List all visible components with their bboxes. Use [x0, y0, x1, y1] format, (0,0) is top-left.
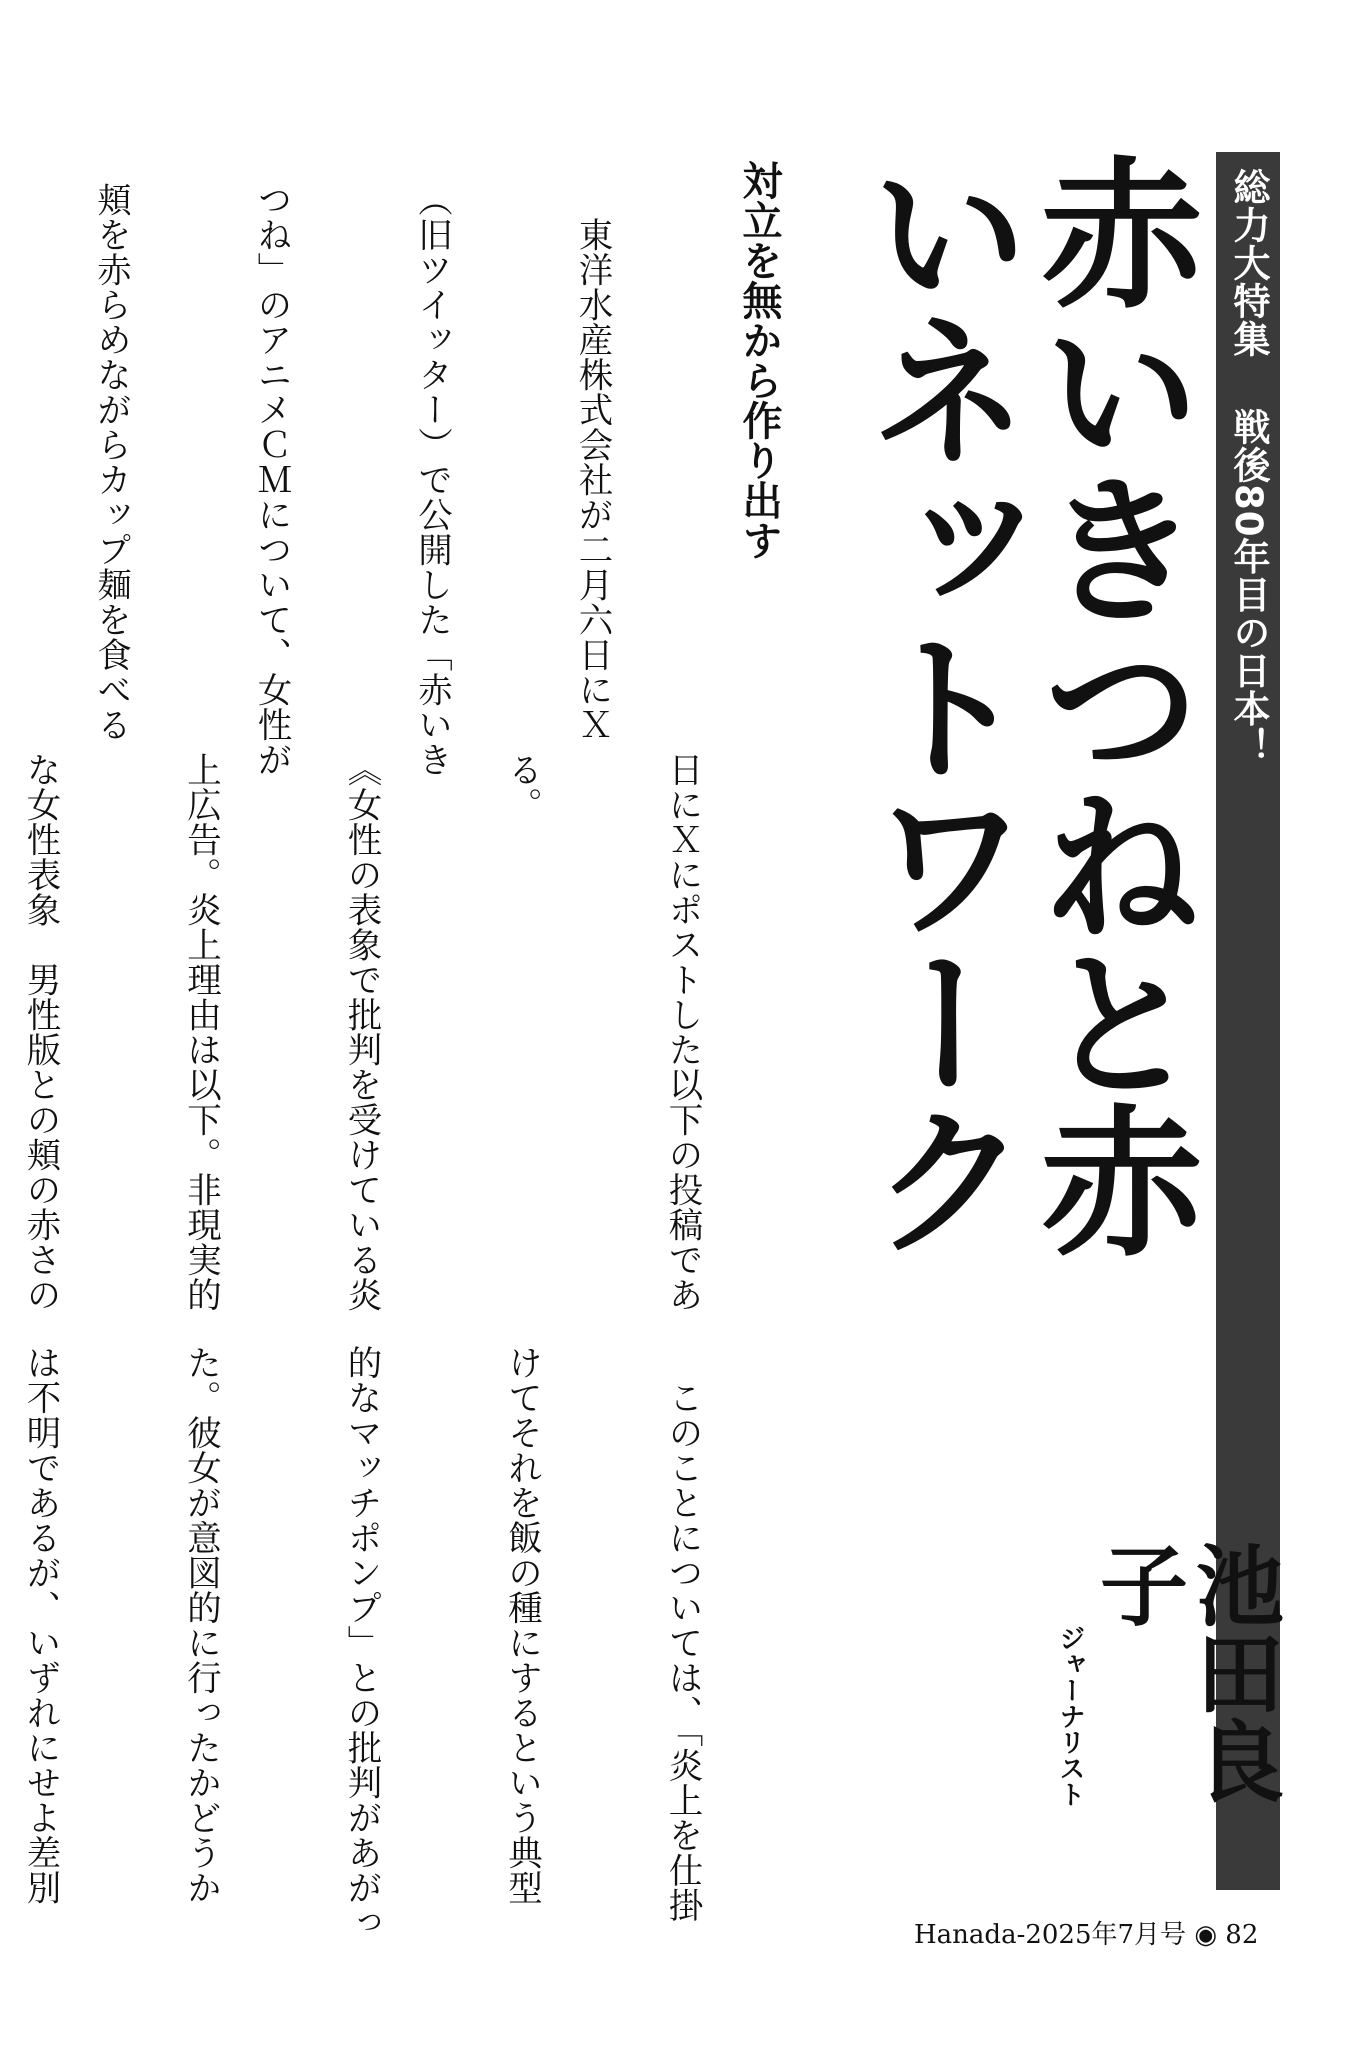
section-heading: 対立を無から作り出す: [736, 160, 782, 560]
body-line: 頬を赤らめながらカップ麺を食べる: [90, 182, 131, 742]
body-line: な女性表象 男性版との頬の赤さの: [20, 752, 60, 1312]
body-line: （旧ツイッター）で公開した「赤いき: [411, 182, 452, 777]
article-title: 赤いきつねと赤いネットワーク: [842, 150, 1202, 1256]
body-line: このことについては、「炎上を仕掛: [662, 1345, 702, 1923]
body-line: 《女性の表象で批判を受けている炎: [341, 752, 381, 1312]
body-line: 的なマッチポンプ」との批判があがっ: [341, 1345, 381, 1940]
author-role: ジャーナリスト: [1055, 1625, 1085, 1807]
page-footer: Hanada-2025年7月号 ◉ 82: [914, 1920, 1259, 1950]
body-line: 上広告。炎上理由は以下。非現実的: [180, 752, 221, 1312]
body-column-2: [20, 752, 815, 1322]
body-line: は不明であるが、いずれにせよ差別: [20, 1345, 60, 1905]
body-line: けてそれを飯の種にするという典型: [501, 1345, 542, 1905]
body-line: 東洋水産株式会社が二月六日にＸ: [572, 182, 612, 742]
body-column-1: [90, 182, 725, 777]
body-line: た。彼女が意図的に行ったかどうか: [180, 1345, 221, 1905]
body-line: 日にＸにポストした以下の投稿であ: [662, 752, 702, 1312]
feature-label: 総力大特集: [1227, 168, 1270, 358]
body-line: つね」のアニメＣＭについて、女性が: [251, 182, 291, 777]
body-line: る。: [501, 752, 542, 822]
body-column-3: [20, 1345, 815, 1940]
feature-subtitle: 戦後80年目の日本！: [1227, 408, 1270, 766]
author-name: 池田良子: [1086, 1540, 1286, 1804]
